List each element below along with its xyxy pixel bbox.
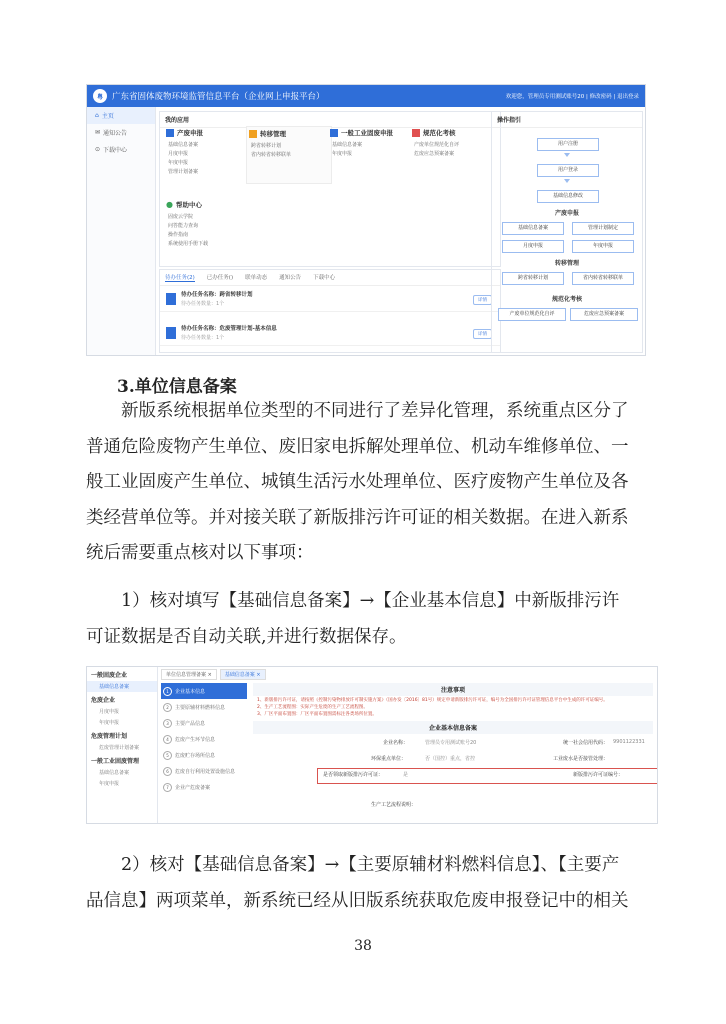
flow-login[interactable]: 用户登录: [537, 164, 599, 177]
tab-unit-info[interactable]: 单位信息管理备案 ×: [161, 669, 217, 680]
flow-box[interactable]: 跨省转移计划: [502, 272, 564, 285]
app-group-industrial-waste[interactable]: 一般工业固废申报 基础信息备案 年度申报: [332, 129, 393, 157]
industrial-waste-icon: [330, 129, 338, 137]
flow-box[interactable]: 管理计划制定: [572, 222, 634, 235]
app-group-transfer[interactable]: 转移管理 跨省转移计划 省内转省转移联单: [246, 126, 332, 184]
sidebar-item-download[interactable]: ⊙ 下载中心: [95, 146, 128, 154]
list-item: 待办任务名称：危废管理计划-基本信息 待办任务数量：1个 详情: [160, 320, 500, 346]
sidebar-item-annual-2[interactable]: 年度申报: [99, 781, 120, 787]
tab-basic-filing[interactable]: 基础信息备案 ×: [220, 669, 266, 680]
field-label: 新版排污许可证编号：: [573, 772, 624, 778]
sidebar: [87, 107, 156, 355]
platform-screenshot: [86, 84, 646, 356]
section-heading: 3.单位信息备案: [117, 377, 237, 397]
arrow-down-icon: [564, 179, 570, 183]
details-button[interactable]: 详情: [473, 295, 492, 305]
location-pin-icon: ●: [166, 200, 173, 209]
tab-done[interactable]: 已办任务(): [206, 275, 234, 281]
permit-field[interactable]: 是: [403, 772, 409, 778]
form-section-title: 企业基本信息备案: [253, 721, 653, 734]
field-label: 工业废水是否接管处理：: [553, 756, 609, 762]
document-icon: [166, 327, 176, 339]
list-item: 待办任务名称：跨省转移计划 待办任务数量：1个 详情: [160, 286, 500, 312]
step-item[interactable]: 7 企业产危废备案: [161, 779, 247, 795]
app-group-help[interactable]: ● 帮助中心 固废云学院 问答能力查询 操作指南 系统使用手册下载: [166, 200, 209, 247]
guide-section-title: 转移管理: [554, 260, 579, 267]
filing-form-screenshot: [86, 666, 658, 824]
sidebar-item-monthly[interactable]: 月度申报: [99, 709, 120, 715]
step-list: [161, 683, 247, 795]
paragraph-1: 新版系统根据单位类型的不同进行了差异化管理，系统重点区分了 普通危险废物产生单位、废旧家电拆解处理单位、机动车维修单位、一 般工业固废产生单位、城镇生活污水处理单位、医疗废物产生单位及各 类经营单位等。并对接关联了新版排污许可证的相关数据。在进入新系 统后需要重点核对以下事项：: [86, 401, 629, 563]
flow-register[interactable]: 用户注册: [537, 138, 599, 151]
step-item[interactable]: 3 主要产品信息: [161, 715, 247, 731]
my-apps-panel: [159, 111, 501, 267]
sidebar-item-basic-filing[interactable]: 基础信息备案: [87, 681, 157, 692]
sidebar-item-plan[interactable]: 危废管理计划备案: [99, 745, 140, 751]
user-links[interactable]: 欢迎您，管理员专用测试账号20 | 修改密码 | 退出登录: [505, 94, 639, 100]
step-item[interactable]: 5 危废贮存场所信息: [161, 747, 247, 763]
transfer-icon: [249, 130, 257, 138]
field-label: 是否领取新版排污许可证：: [323, 772, 384, 778]
guide-header: 操作指引: [492, 112, 642, 128]
todo-tabs: [160, 270, 500, 286]
flow-box[interactable]: 危废应急预案备案: [570, 308, 638, 321]
sidebar-item-basic-filing-2[interactable]: 基础信息备案: [99, 770, 130, 776]
sidebar: 一般固废企业 基础信息备案 危废企业 月度申报 年度申报 危废管理计划 危废管理计划备案 一般工业固废管理 基础信息备案 年度申报: [87, 667, 158, 823]
arrow-down-icon: [564, 153, 570, 157]
tab-todo[interactable]: 待办任务(2): [165, 275, 195, 281]
top-bar: [87, 85, 645, 107]
sidebar-item-notice[interactable]: ✉ 通知公告: [95, 129, 128, 137]
basic-info-form: [253, 683, 653, 821]
sidebar-item-home[interactable]: ⌂ 主页: [87, 107, 155, 124]
tab-manifest[interactable]: 联单动态: [245, 275, 268, 281]
tab-notice[interactable]: 通知公告: [279, 275, 302, 281]
operation-guide-panel: [491, 111, 643, 353]
todo-panel: [159, 269, 501, 353]
field-label: 统一社会信用代码：: [563, 740, 609, 746]
sidebar-item-annual[interactable]: 年度申报: [99, 720, 120, 726]
paragraph-2: 1）核对填写【基础信息备案】→【企业基本信息】中新版排污许 可证数据是否自动关联,并进行数据保存。: [86, 591, 620, 647]
standardization-icon: [412, 129, 420, 137]
platform-title: 广东省固体废物环境监管信息平台（企业网上申报平台）: [112, 92, 325, 102]
guide-section-title: 规范化考核: [551, 296, 582, 303]
step-item[interactable]: 1 企业基本信息: [161, 683, 247, 699]
field-label: 环保重点单位：: [371, 756, 407, 762]
notice-title: 注意事项: [253, 683, 653, 696]
document-icon: [166, 293, 176, 305]
flow-box[interactable]: 月度申报: [502, 240, 564, 253]
step-item[interactable]: 6 危废自行利用处置设施信息: [161, 763, 247, 779]
step-item[interactable]: 4 危废产生环节信息: [161, 731, 247, 747]
field-label: 生产工艺流程说明：: [371, 802, 417, 808]
platform-logo-icon: 粤: [93, 89, 107, 103]
field-label: 企业名称：: [383, 740, 409, 746]
highlight-box: [317, 768, 658, 784]
flow-box[interactable]: 基础信息备案: [502, 222, 564, 235]
page-number: 38: [354, 938, 372, 954]
step-item[interactable]: 2 主要原辅材料燃料信息: [161, 699, 247, 715]
flow-info-edit[interactable]: 基础信息修改: [537, 190, 599, 203]
guide-section-title: 产废申报: [554, 210, 579, 217]
page-tabs: [161, 669, 266, 680]
flow-box[interactable]: 省内转省转移联单: [572, 272, 634, 285]
company-name-field[interactable]: 管理员专用测试账号20: [425, 740, 477, 746]
tab-download[interactable]: 下载中心: [313, 275, 336, 281]
app-group-waste-report[interactable]: 产废申报 基础信息备案 月度申报 年度申报 管理计划备案: [168, 129, 203, 175]
apps-header: 我的应用: [160, 112, 500, 128]
app-group-standardization[interactable]: 规范化考核 产废单位规范化自评 危废应急预案备案: [414, 129, 460, 157]
details-button[interactable]: 详情: [473, 329, 492, 339]
flow-box[interactable]: 年度申报: [572, 240, 634, 253]
credit-code-field[interactable]: 9901122331: [613, 739, 645, 745]
waste-report-icon: [166, 129, 174, 137]
key-unit-field[interactable]: 否（国控）重点，省控: [425, 756, 476, 762]
notice-text: 1、新版排污许可证，请按照《控制污染物排放许可制实施方案》（国办发〔2016〕81号）规定申请新版排污许可证，编号为全国排污许可证管理信息平台中生成的许可证编号。 2、生产工艺流程图：实际产生危废的生产工艺流程图。 3、厂区平面布置图：厂区平面布置图需标注各类场所位置。: [257, 698, 608, 717]
flow-box[interactable]: 产废单位规范化自评: [498, 308, 566, 321]
paragraph-3: 2）核对【基础信息备案】→【主要原辅材料燃料信息】、【主要产 品信息】两项菜单，新系统已经从旧版系统获取危废申报登记中的相关: [86, 855, 629, 911]
